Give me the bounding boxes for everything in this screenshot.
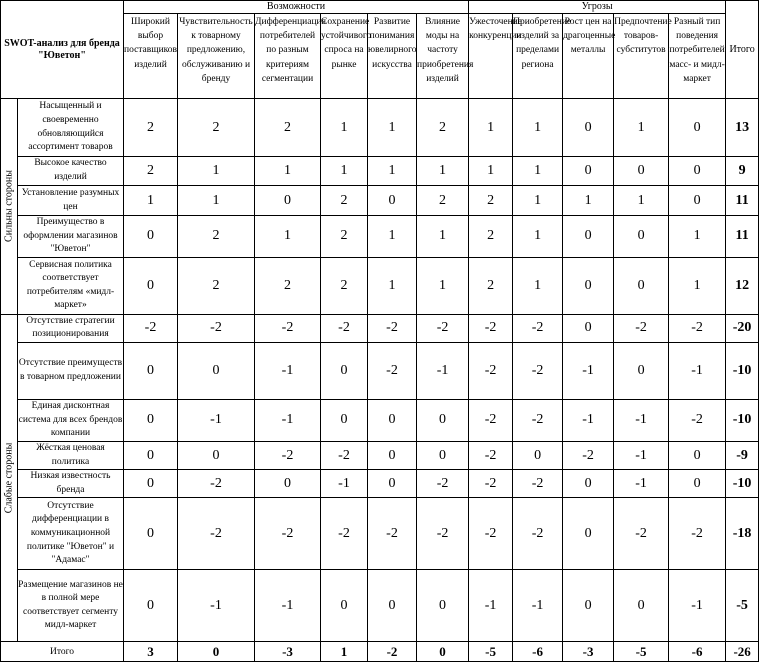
score-cell: 1 [368, 99, 417, 157]
score-cell: 1 [321, 157, 368, 186]
score-cell: 0 [124, 498, 178, 570]
score-cell: -1 [563, 342, 614, 399]
factor-cell [18, 257, 124, 314]
column-header: Ужесточение конкуренции [469, 14, 513, 99]
score-cell: 0 [124, 399, 178, 441]
score-cell: 0 [124, 216, 178, 258]
factor-cell [18, 441, 124, 469]
score-cell: 0 [368, 470, 417, 498]
score-cell: 0 [178, 342, 255, 399]
totals-row [1, 642, 759, 662]
score-cell: -2 [513, 342, 563, 399]
column-header: Развитие понимания ювелирного искусства [368, 14, 417, 99]
table-row [1, 498, 759, 570]
factor-label: Установление разумных цен [21, 187, 120, 212]
score-cell: 1 [178, 186, 255, 216]
score-cell: -2 [368, 498, 417, 570]
score-cell: 0 [614, 157, 669, 186]
column-header: Рост цен на драгоценные металлы [563, 14, 614, 99]
threats-header: Угрозы [469, 1, 726, 14]
column-total-cell: 1 [321, 642, 368, 662]
table-row [1, 216, 759, 258]
row-total-cell: -20 [726, 314, 759, 342]
score-cell: 0 [368, 399, 417, 441]
score-cell: -2 [321, 314, 368, 342]
section-label: Сильны стороны [3, 170, 15, 243]
score-cell: 0 [563, 257, 614, 314]
score-cell: -2 [614, 498, 669, 570]
score-cell: 2 [255, 257, 321, 314]
score-cell: 0 [124, 257, 178, 314]
factor-label: Единая дисконтная система для всех брендов компании [18, 401, 123, 439]
score-cell: 2 [321, 257, 368, 314]
score-cell: -1 [563, 399, 614, 441]
score-cell: -2 [513, 498, 563, 570]
row-total-cell: 11 [726, 216, 759, 258]
score-cell: -1 [417, 342, 469, 399]
score-cell: -2 [178, 470, 255, 498]
table-row [1, 399, 759, 441]
score-cell: 1 [614, 99, 669, 157]
score-cell: 1 [321, 99, 368, 157]
score-cell: -1 [255, 570, 321, 642]
score-cell: 2 [321, 216, 368, 258]
factor-label: Отсутствие преимуществ в товарном предложении [18, 358, 123, 382]
score-cell: -1 [614, 441, 669, 469]
score-cell: 2 [417, 99, 469, 157]
score-cell: 0 [563, 498, 614, 570]
score-cell: -1 [321, 470, 368, 498]
score-cell: -1 [669, 342, 726, 399]
score-cell: 0 [669, 157, 726, 186]
score-cell: 2 [178, 257, 255, 314]
score-cell: 2 [469, 257, 513, 314]
score-cell: 1 [469, 157, 513, 186]
factor-cell [18, 399, 124, 441]
table-row [1, 314, 759, 342]
factor-cell [18, 314, 124, 342]
score-cell: 1 [563, 186, 614, 216]
column-total-cell: 0 [417, 642, 469, 662]
score-cell: 0 [563, 314, 614, 342]
score-cell: 0 [513, 441, 563, 469]
score-cell: 0 [368, 441, 417, 469]
table-row [1, 570, 759, 642]
column-header: Приобретение изделий за пределами региона [513, 14, 563, 99]
score-cell: -2 [513, 470, 563, 498]
score-cell: 0 [669, 441, 726, 469]
row-total-cell: -5 [726, 570, 759, 642]
score-cell: 1 [469, 99, 513, 157]
row-total-cell: -9 [726, 441, 759, 469]
table-row [1, 257, 759, 314]
score-cell: -1 [255, 399, 321, 441]
score-cell: 0 [321, 399, 368, 441]
table-row [1, 470, 759, 498]
score-cell: 0 [417, 570, 469, 642]
column-total-cell: -5 [614, 642, 669, 662]
opportunities-header: Возможности [124, 1, 469, 14]
score-cell: 1 [513, 99, 563, 157]
score-cell: 1 [368, 157, 417, 186]
score-cell: 1 [513, 257, 563, 314]
score-cell: -1 [178, 570, 255, 642]
score-cell: 0 [563, 99, 614, 157]
score-cell: 2 [178, 216, 255, 258]
score-cell: -2 [469, 470, 513, 498]
section-label-cell [1, 99, 18, 315]
column-total-cell: -6 [513, 642, 563, 662]
section-label-cell [1, 314, 18, 642]
score-cell: 0 [124, 441, 178, 469]
score-cell: 0 [368, 186, 417, 216]
column-total-cell: 0 [178, 642, 255, 662]
row-total-cell: 12 [726, 257, 759, 314]
table-row [1, 441, 759, 469]
score-cell: 0 [669, 186, 726, 216]
score-cell: -2 [321, 441, 368, 469]
score-cell: -2 [669, 399, 726, 441]
score-cell: -2 [469, 441, 513, 469]
score-cell: 0 [669, 470, 726, 498]
column-header: Чувствительность к товарному предложению, обслуживанию и бренду [178, 14, 255, 99]
score-cell: 2 [178, 99, 255, 157]
score-cell: -2 [321, 498, 368, 570]
corner-label: SWOT-анализ для бренда "Юветон" [1, 1, 124, 99]
factor-label: Преимущество в оформлении магазинов "Юветон" [23, 217, 118, 255]
score-cell: -2 [178, 314, 255, 342]
score-cell: 1 [178, 157, 255, 186]
score-cell: 0 [614, 570, 669, 642]
score-cell: 0 [124, 470, 178, 498]
score-cell: -2 [368, 342, 417, 399]
score-cell: -2 [513, 314, 563, 342]
column-header: Влияние моды на частоту приобретения изделий [417, 14, 469, 99]
column-header: Сохранение устойчивого спроса на рынке [321, 14, 368, 99]
column-total-cell: -2 [368, 642, 417, 662]
score-cell: -2 [178, 498, 255, 570]
row-total-cell: -10 [726, 342, 759, 399]
row-total-cell: -18 [726, 498, 759, 570]
table-row [1, 157, 759, 186]
score-cell: 1 [669, 257, 726, 314]
score-cell: 0 [255, 470, 321, 498]
score-cell: 1 [513, 157, 563, 186]
score-cell: 0 [124, 570, 178, 642]
column-header: Широкий выбор поставщиков изделий [124, 14, 178, 99]
score-cell: 0 [563, 470, 614, 498]
score-cell: 0 [563, 216, 614, 258]
score-cell: 0 [563, 157, 614, 186]
score-cell: -2 [469, 399, 513, 441]
column-total-cell: 3 [124, 642, 178, 662]
factor-cell [18, 570, 124, 642]
score-cell: -2 [124, 314, 178, 342]
score-cell: 1 [368, 257, 417, 314]
score-cell: 0 [178, 441, 255, 469]
score-cell: 1 [124, 186, 178, 216]
score-cell: -2 [669, 314, 726, 342]
score-cell: 1 [417, 257, 469, 314]
score-cell: 1 [513, 216, 563, 258]
score-cell: -1 [614, 470, 669, 498]
column-header: Дифференциация потребителей по разным критериям сегментации [255, 14, 321, 99]
factor-label: Насыщенный и своевременно обновляющийся ассортимент товаров [28, 101, 113, 153]
row-total-cell: 9 [726, 157, 759, 186]
score-cell: 1 [669, 216, 726, 258]
grand-total-cell: -26 [726, 642, 759, 662]
score-cell: 1 [513, 186, 563, 216]
table-row [1, 99, 759, 157]
factor-cell [18, 216, 124, 258]
score-cell: 2 [321, 186, 368, 216]
score-cell: -2 [417, 314, 469, 342]
score-cell: -2 [513, 399, 563, 441]
score-cell: 2 [469, 186, 513, 216]
score-cell: 1 [417, 216, 469, 258]
row-total-cell: 13 [726, 99, 759, 157]
score-cell: -2 [255, 441, 321, 469]
score-cell: 0 [563, 570, 614, 642]
column-header: Предпочтение товаров-субститутов [614, 14, 669, 99]
score-cell: 0 [417, 399, 469, 441]
column-total-cell: -3 [255, 642, 321, 662]
column-total-cell: -6 [669, 642, 726, 662]
score-cell: 0 [368, 570, 417, 642]
score-cell: -1 [178, 399, 255, 441]
score-cell: -1 [255, 342, 321, 399]
table-row [1, 342, 759, 399]
score-cell: -1 [469, 570, 513, 642]
score-cell: -2 [563, 441, 614, 469]
factor-label: Высокое качество изделий [34, 158, 107, 182]
column-header: Разный тип поведения потребителей масс- и мидл-маркет [669, 14, 726, 99]
score-cell: -2 [417, 498, 469, 570]
factor-label: Низкая известность бренда [30, 471, 111, 495]
row-total-cell: -10 [726, 470, 759, 498]
score-cell: 2 [124, 99, 178, 157]
score-cell: 1 [255, 216, 321, 258]
factor-cell [18, 157, 124, 186]
score-cell: 0 [614, 257, 669, 314]
score-cell: -1 [669, 570, 726, 642]
factor-label: Сервисная политика соответствует потребителям «мидл-маркет» [26, 259, 115, 311]
score-cell: 0 [614, 342, 669, 399]
score-cell: -1 [614, 399, 669, 441]
score-cell: 0 [417, 441, 469, 469]
score-cell: -2 [469, 498, 513, 570]
section-label: Слабые стороны [3, 442, 15, 514]
factor-cell [18, 498, 124, 570]
group-header-row [1, 1, 759, 14]
score-cell: -2 [255, 314, 321, 342]
totals-label: Итого [1, 642, 124, 662]
factor-label: Жёсткая ценовая политика [36, 442, 105, 467]
row-total-cell: -10 [726, 399, 759, 441]
score-cell: -2 [614, 314, 669, 342]
score-cell: 1 [614, 186, 669, 216]
score-cell: 1 [417, 157, 469, 186]
factor-label: Отсутствие дифференциации в коммуникационной политике "Юветон" и "Адамас" [26, 500, 115, 566]
factor-cell [18, 99, 124, 157]
score-cell: 2 [469, 216, 513, 258]
factor-cell [18, 470, 124, 498]
factor-cell [18, 342, 124, 399]
score-cell: 0 [321, 570, 368, 642]
score-cell: 1 [255, 157, 321, 186]
row-total-cell: 11 [726, 186, 759, 216]
score-cell: 0 [255, 186, 321, 216]
column-total-cell: -5 [469, 642, 513, 662]
column-total-cell: -3 [563, 642, 614, 662]
total-header: Итого [726, 1, 759, 99]
score-cell: -2 [469, 342, 513, 399]
score-cell: 2 [124, 157, 178, 186]
score-cell: -2 [469, 314, 513, 342]
factor-cell [18, 186, 124, 216]
factor-label: Размещение магазинов не в полной мере соответствует сегменту мидл-маркет [18, 579, 123, 631]
score-cell: 0 [124, 342, 178, 399]
score-cell: -2 [255, 498, 321, 570]
score-cell: -2 [417, 470, 469, 498]
score-cell: -2 [669, 498, 726, 570]
score-cell: -1 [513, 570, 563, 642]
score-cell: 2 [255, 99, 321, 157]
score-cell: 0 [321, 342, 368, 399]
score-cell: 0 [614, 216, 669, 258]
score-cell: 2 [417, 186, 469, 216]
table-row [1, 186, 759, 216]
score-cell: 0 [669, 99, 726, 157]
factor-label: Отсутствие стратегии позиционирования [26, 315, 115, 340]
score-cell: -2 [368, 314, 417, 342]
score-cell: 1 [368, 216, 417, 258]
